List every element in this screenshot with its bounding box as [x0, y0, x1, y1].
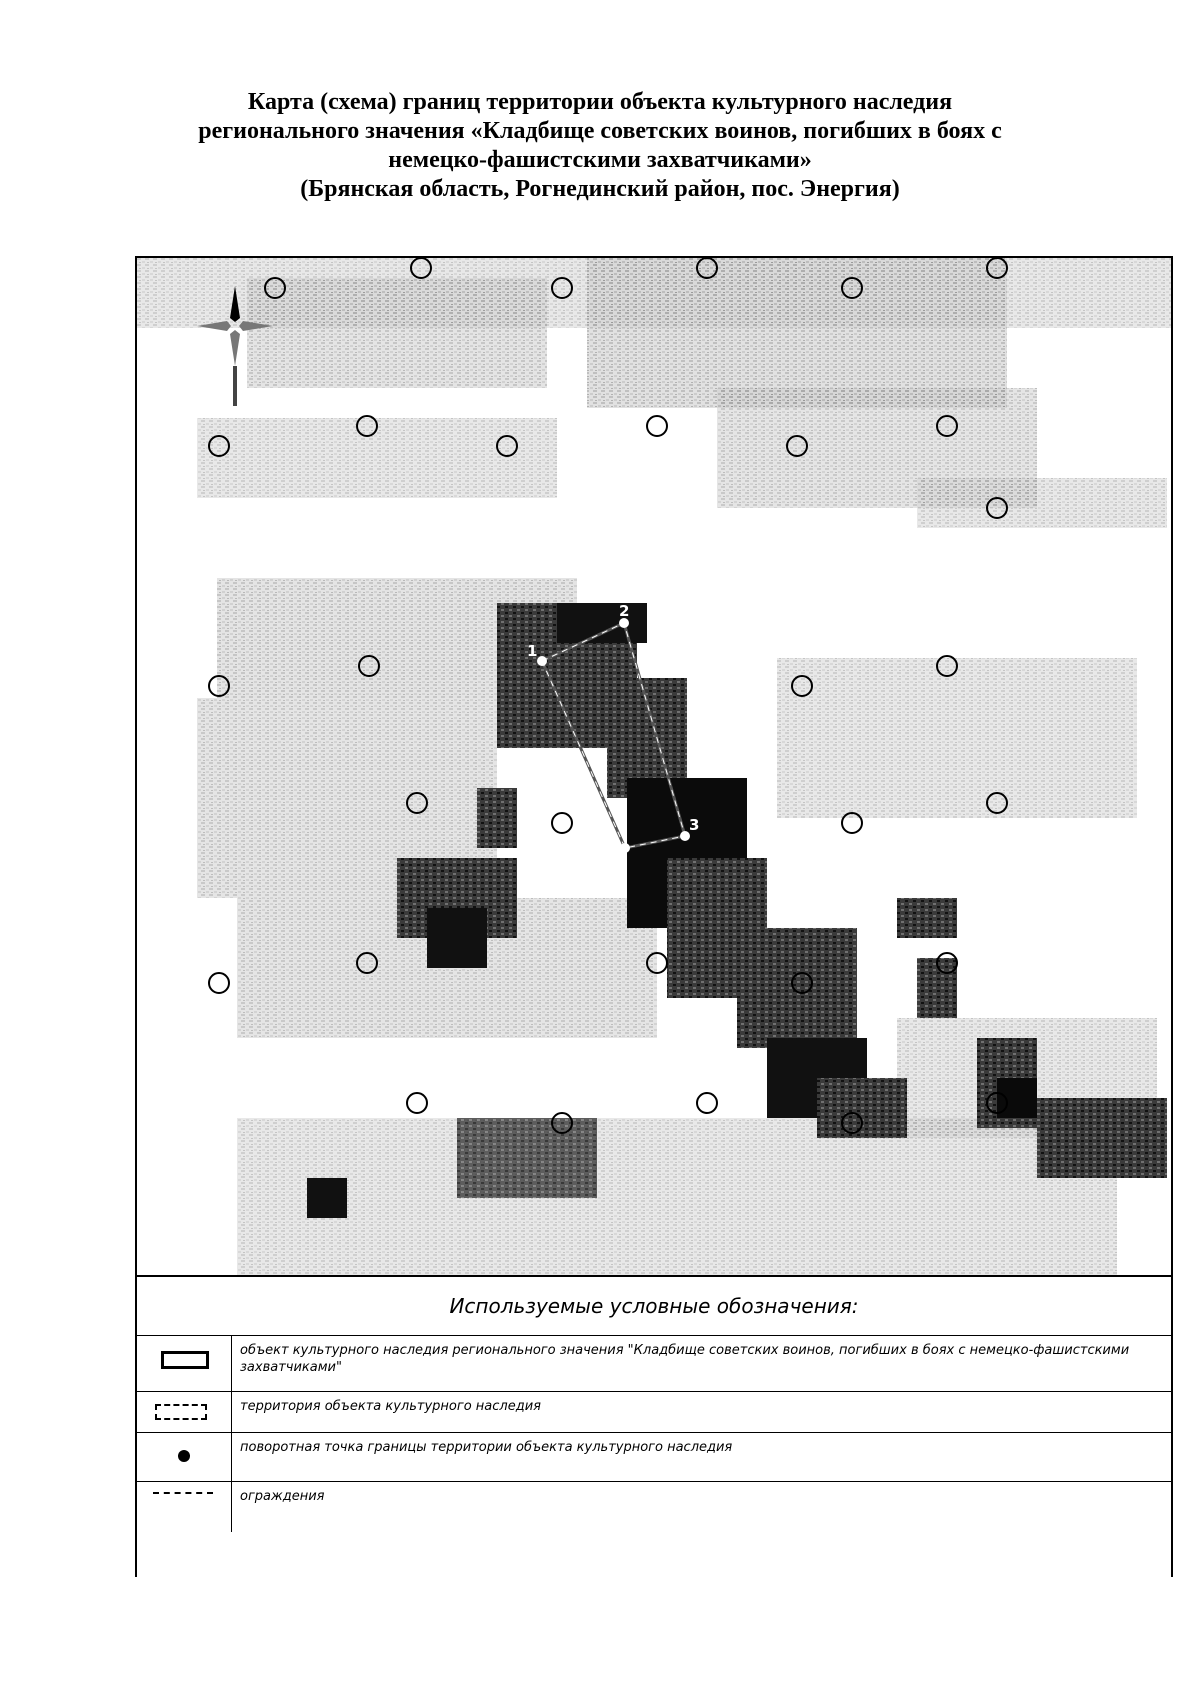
turning-point-icon [178, 1450, 190, 1462]
legend-item-label: поворотная точка границы территории объекта культурного наследия [240, 1440, 733, 1455]
object-outline-icon [161, 1351, 209, 1369]
fence-line-icon [153, 1492, 213, 1494]
point-label-3: 3 [689, 816, 700, 834]
legend [135, 1277, 1173, 1577]
legend-item-label: территория объекта культурного наследия [240, 1399, 541, 1414]
legend-row [137, 1336, 1171, 1392]
title-line-1: Карта (схема) границ территории объекта культурного наследия [247, 89, 953, 115]
territory-dashed-icon [155, 1404, 207, 1420]
point-label-2: 2 [619, 602, 630, 620]
legend-row [137, 1433, 1171, 1482]
point-label-4: 4 [615, 847, 626, 865]
legend-title: Используемые условные обозначения: [137, 1277, 1171, 1336]
page-title [0, 88, 1200, 204]
title-line-3: немецко-фашистскими захватчиками» [388, 147, 812, 173]
legend-row [137, 1392, 1171, 1433]
title-line-4: (Брянская область, Рогнединский район, пос. Энергия) [300, 176, 900, 202]
turning-point-1 [537, 656, 547, 666]
point-label-1: 1 [527, 642, 538, 660]
legend-row [137, 1482, 1171, 1532]
legend-item-label: объект культурного наследия регионального значения "Кладбище советских воинов, погибших в боях с немецко-фашистскими захватчиками" [240, 1343, 1130, 1375]
map-canvas [137, 258, 1171, 1275]
title-line-2: регионального значения «Кладбище советских воинов, погибших в боях с [198, 118, 1002, 144]
map-frame [135, 256, 1173, 1277]
legend-item-label: ограждения [240, 1489, 325, 1504]
